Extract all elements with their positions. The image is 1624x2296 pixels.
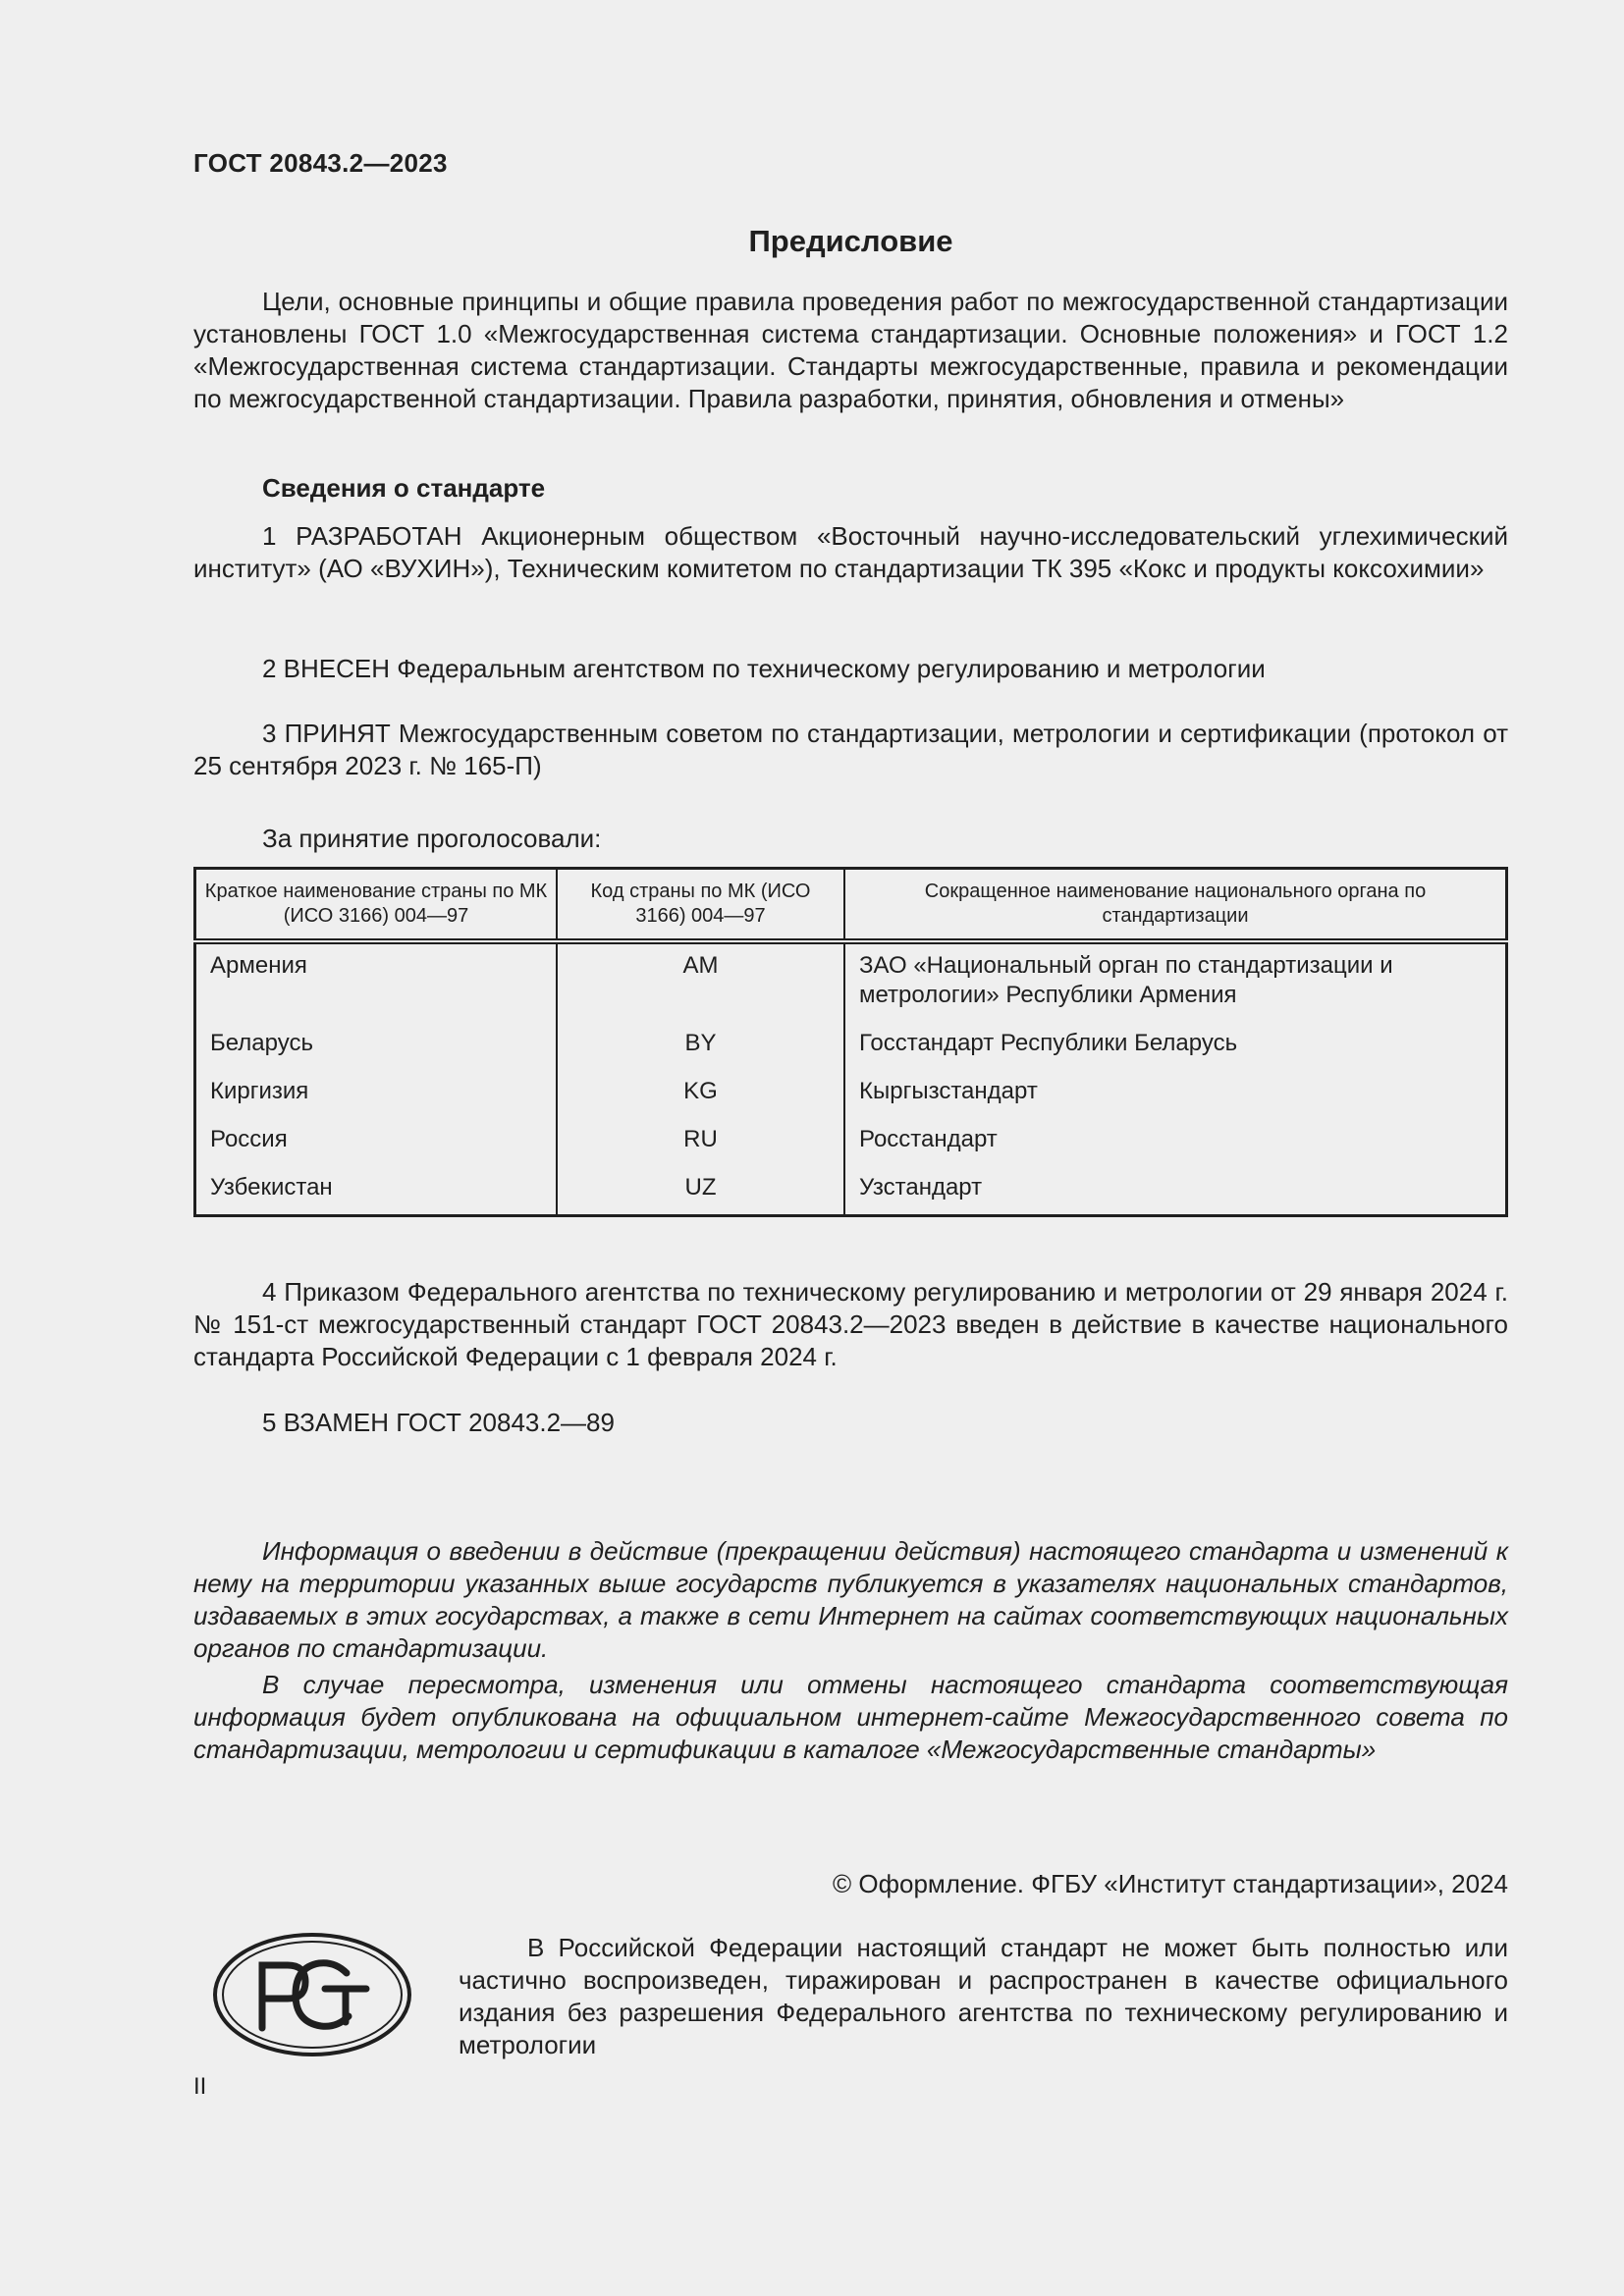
cell-body (844, 941, 1507, 1022)
item-adopted: 3 ПРИНЯТ Межгосударственным советом по стандартизации, метрологии и сертификации (протокол от 25 сентября 2023 г. № 165-П) (193, 719, 1508, 780)
voting-table-container (193, 867, 1508, 1217)
cell-body: Кыргызстандарт (844, 1070, 1507, 1118)
table-header-row (195, 869, 1507, 942)
table-row (195, 1070, 1507, 1118)
copyright-line: © Оформление. ФГБУ «Институт стандартизации», 2024 (833, 1869, 1508, 1898)
cell-code: UZ (557, 1166, 844, 1216)
cell-country: Россия (195, 1118, 558, 1166)
voted-label: За принятие проголосовали: (262, 824, 602, 853)
header-body: Сокращенное наименование национального органа по стандартизации (844, 869, 1507, 942)
rst-logo-icon (211, 1930, 413, 2059)
table-row (195, 941, 1507, 1022)
item-replaces: 5 ВЗАМЕН ГОСТ 20843.2—89 (262, 1408, 615, 1437)
header-country: Краткое наименование страны по МК (ИСО 3166) 004—97 (195, 869, 558, 942)
cell-body: Госстандарт Республики Беларусь (844, 1022, 1507, 1070)
table-row (195, 1022, 1507, 1070)
cell-country: Беларусь (195, 1022, 558, 1070)
cell-code: KG (557, 1070, 844, 1118)
document-code: ГОСТ 20843.2—2023 (193, 148, 448, 178)
header-code: Код страны по МК (ИСО 3166) 004—97 (557, 869, 844, 942)
rf-notice: В Российской Федерации настоящий стандарт не может быть полностью или частично воспроизведен, тиражирован и распространен в качестве официального издания без разрешения Федерального агентства по техническому регулированию и метрологии (459, 1933, 1508, 2059)
page-title: Предисловие (748, 224, 953, 258)
info-heading: Сведения о стандарте (262, 473, 546, 503)
info-notice-paragraph-1: Информация о введении в действие (прекращении действия) настоящего стандарта и изменений к нему на территории указанных выше государств публикуется в указателях национальных стандартов, издаваемых в этих государствах, а также в сети Интернет на сайтах соответствующих национальных органов по стандартизации. (193, 1536, 1508, 1663)
voting-table (193, 867, 1508, 1217)
cell-code: RU (557, 1118, 844, 1166)
intro-paragraph: Цели, основные принципы и общие правила проведения работ по межгосударственной стандартизации установлены ГОСТ 1.0 «Межгосударственная система стандартизации. Основные положения» и ГОСТ 1.2 «Межгосударственная система стандартизации. Стандарты межгосударственные, правила и рекомендации по межгосударственной стандартизации. Правила разработки, принятия, обновления и отмены» (193, 287, 1508, 413)
document-page (193, 0, 1508, 2296)
cell-body: Узстандарт (844, 1166, 1507, 1216)
cell-country: Киргизия (195, 1070, 558, 1118)
cell-body: Росстандарт (844, 1118, 1507, 1166)
cell-country: Узбекистан (195, 1166, 558, 1216)
cell-body-text: ЗАО «Национальный орган по стандартизации и метрологии» Республики Армения (859, 952, 1393, 1008)
item-order: 4 Приказом Федерального агентства по техническому регулированию и метрологии от 29 января 2024 г. № 151-ст межгосударственный стандарт ГОСТ 20843.2—2023 введен в действие в качестве национального стандарта Российской Федерации с 1 февраля 2024 г. (193, 1277, 1508, 1371)
table-row (195, 1118, 1507, 1166)
item-developed: 1 РАЗРАБОТАН Акционерным обществом «Восточный научно-исследовательский углехимический институт» (АО «ВУХИН»), Техническим комитетом по стандартизации ТК 395 «Кокс и продукты коксохимии» (193, 521, 1508, 583)
cell-code: BY (557, 1022, 844, 1070)
cell-country: Армения (195, 941, 558, 1022)
cell-code: AM (557, 941, 844, 1022)
table-row (195, 1166, 1507, 1216)
item-introduced: 2 ВНЕСЕН Федеральным агентством по техническому регулированию и метрологии (262, 654, 1266, 683)
page-number: II (193, 2073, 207, 2100)
info-notice-paragraph-2: В случае пересмотра, изменения или отмены настоящего стандарта соответствующая информация будет опубликована на официальном интернет-сайте Межгосударственного совета по стандартизации, метрологии и сертификации в каталоге «Межгосударственные стандарты» (193, 1670, 1508, 1764)
